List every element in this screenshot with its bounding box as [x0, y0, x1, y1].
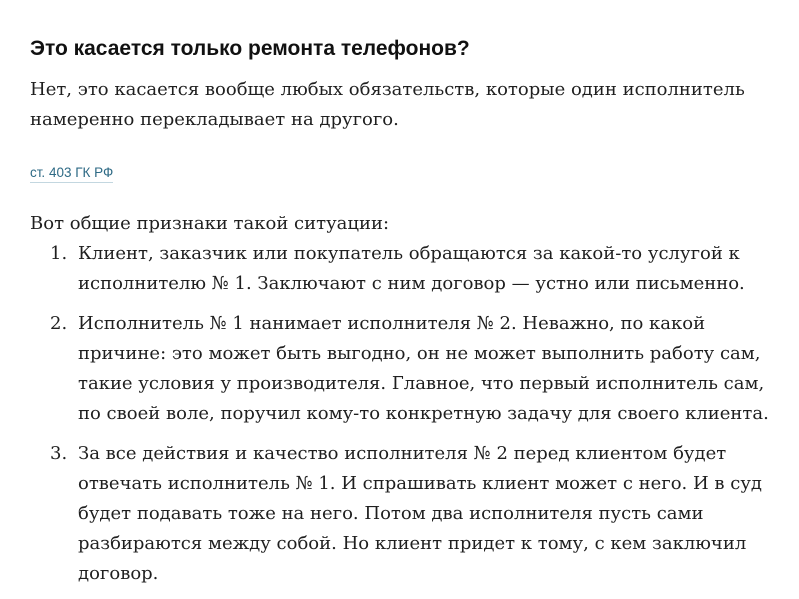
list-item-text: Клиент, заказчик или покупатель обращаются за какой-то услугой к исполнителю № 1. Заключают с ним договор — устно или письменно. [78, 243, 745, 294]
list-item-number-text: 2. [50, 313, 68, 334]
list-item [30, 239, 775, 299]
list-item [30, 309, 775, 429]
list-item-number [30, 439, 78, 469]
list-item-text: За все действия и качество исполнителя № 2 перед клиентом будет отвечать исполнитель № 1. И спрашивать клиент может с него. И в суд будет подавать тоже на него. Потом два исполнителя пусть сами разбираются между собой. Но клиент придет к тому, с кем заключил договор. [78, 443, 763, 584]
list-item-number [30, 309, 78, 339]
law-reference-link[interactable]: ст. 403 ГК РФ [30, 164, 113, 183]
list-item-number [30, 239, 78, 269]
list-item-text: Исполнитель № 1 нанимает исполнителя № 2. Неважно, по какой причине: это может быть выгодно, он не может выполнить работу сам, такие условия у производителя. Главное, что первый исполнитель сам, по своей воле, поручил кому-то конкретную задачу для своего клиента. [78, 313, 769, 424]
list-item [30, 439, 775, 589]
answer-paragraph: Нет, это касается вообще любых обязательств, которые один исполнитель намеренно перекладывает на другого. [30, 79, 745, 130]
list-item-number-text: 1. [50, 243, 68, 264]
signs-list [30, 239, 775, 589]
article-section [30, 34, 775, 599]
section-heading: Это касается только ремонта телефонов? [30, 37, 470, 60]
intro-paragraph: Вот общие признаки такой ситуации: [30, 213, 390, 234]
list-item-number-text: 3. [50, 443, 68, 464]
